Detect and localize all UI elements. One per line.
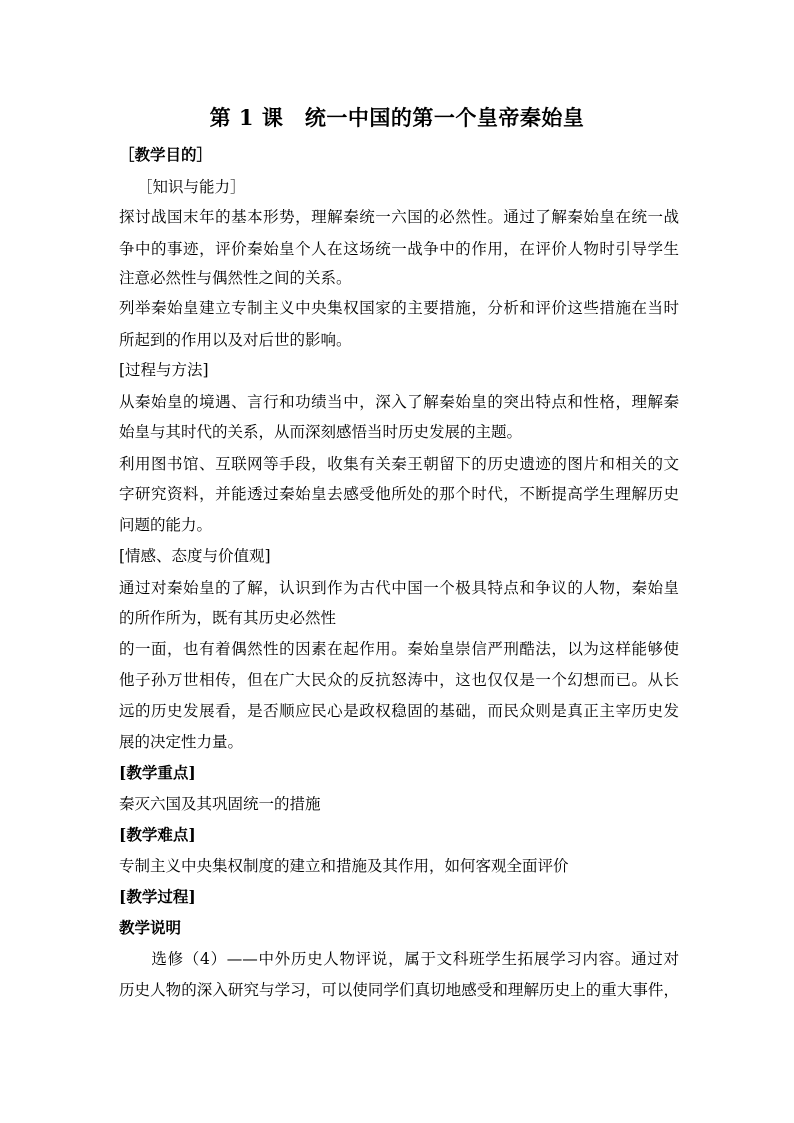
subheading-process-method: [过程与方法] bbox=[119, 361, 209, 379]
subheading-knowledge-ability: ［知识与能力］ bbox=[137, 178, 246, 196]
section-heading-teaching-process: [教学过程] bbox=[119, 887, 196, 906]
paragraph-line: 历史人物的深入研究与学习，可以使同学们真切地感受和理解历史上的重大事件， bbox=[119, 981, 679, 999]
paragraph-line: 字研究资料，并能透过秦始皇去感受他所处的那个时代，不断提高学生理解历史 bbox=[119, 485, 679, 503]
subheading-emotion-attitude-values: [情感、态度与价值观] bbox=[119, 547, 271, 565]
paragraph-line: 通过对秦始皇的了解，认识到作为古代中国一个极具特点和争议的人物，秦始皇 bbox=[119, 579, 679, 597]
section-heading-difficult-points: [教学难点] bbox=[119, 825, 196, 844]
paragraph-line: 的所作所为，既有其历史必然性 bbox=[119, 609, 337, 627]
paragraph-line: 远的历史发展看，是否顺应民心是政权稳固的基础，而民众则是真正主宰历史发 bbox=[119, 702, 679, 720]
paragraph-line: 列举秦始皇建立专制主义中央集权国家的主要措施，分析和评价这些措施在当时 bbox=[119, 299, 679, 317]
paragraph-line: 专制主义中央集权制度的建立和措施及其作用，如何客观全面评价 bbox=[119, 857, 569, 875]
paragraph-line: 始皇与其时代的关系，从而深刻感悟当时历史发展的主题。 bbox=[119, 423, 523, 441]
paragraph-line: 探讨战国末年的基本形势，理解秦统一六国的必然性。通过了解秦始皇在统一战 bbox=[119, 208, 679, 226]
paragraph-line: 利用图书馆、互联网等手段，收集有关秦王朝留下的历史遗迹的图片和相关的文 bbox=[119, 455, 679, 473]
paragraph-line: 争中的事迹，评价秦始皇个人在这场统一战争中的作用，在评价人物时引导学生 bbox=[119, 240, 679, 258]
paragraph-line: 从秦始皇的境遇、言行和功绩当中，深入了解秦始皇的突出特点和性格，理解秦 bbox=[119, 393, 679, 411]
paragraph-line: 选修（4）——中外历史人物评说，属于文科班学生拓展学习内容。通过对 bbox=[119, 950, 679, 968]
paragraph-line: 展的决定性力量。 bbox=[119, 733, 244, 751]
paragraph-line: 问题的能力。 bbox=[119, 516, 213, 534]
paragraph-line: 注意必然性与偶然性之间的关系。 bbox=[119, 269, 352, 287]
section-heading-key-points: [教学重点] bbox=[119, 763, 196, 782]
subheading-teaching-notes: 教学说明 bbox=[119, 918, 182, 937]
paragraph-line: 他子孙万世相传，但在广大民众的反抗怒涛中，这也仅仅是一个幻想而已。从长 bbox=[119, 671, 679, 689]
paragraph-line: 的一面，也有着偶然性的因素在起作用。秦始皇崇信严刑酷法，以为这样能够使 bbox=[119, 640, 679, 658]
paragraph-line: 所起到的作用以及对后世的影响。 bbox=[119, 331, 352, 349]
paragraph-line: 秦灭六国及其巩固统一的措施 bbox=[119, 795, 321, 813]
lesson-title: 第 1 课 统一中国的第一个皇帝秦始皇 bbox=[209, 105, 585, 130]
section-heading-teaching-goals: ［教学目的］ bbox=[119, 145, 213, 164]
